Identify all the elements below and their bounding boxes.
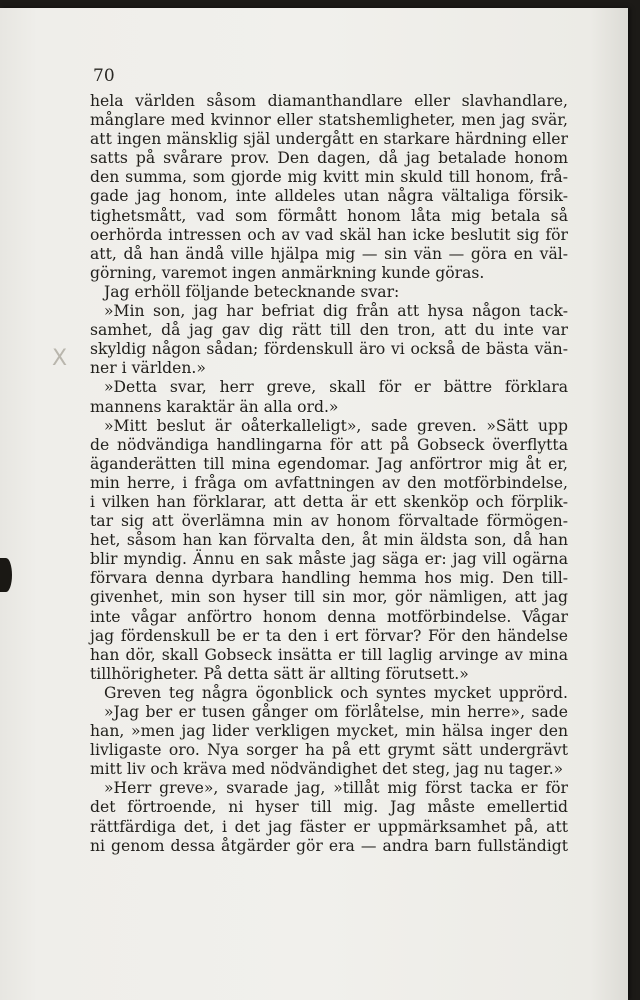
- text-line: min herre, i fråga om avfattningen av den motförbindelse,: [90, 473, 568, 492]
- text-line: i vilken han förklarar, att detta är ett skenköp och förplik-: [90, 492, 568, 511]
- text-line: inte vågar anförtro honom denna motförbindelse. Vågar: [90, 607, 568, 626]
- text-line: tar sig att överlämna min av honom förvaltade förmögen-: [90, 512, 568, 531]
- text-line: Greven teg några ögonblick och syntes mycket upprörd.: [104, 683, 568, 702]
- text-line: görning, varemot ingen anmärkning kunde göras.: [90, 263, 485, 282]
- text-line: »Herr greve», svarade jag, »tillåt mig först tacka er för: [104, 779, 568, 798]
- text-line: den summa, som gjorde mig kvitt min skuld till honom, frå-: [90, 168, 568, 187]
- text-line: tillhörigheter. På detta sätt är allting förutsett.»: [90, 664, 469, 683]
- text-line: »Jag ber er tusen gånger om förlåtelse, min herre», sade: [104, 703, 568, 721]
- text-line: ner i världen.»: [90, 359, 206, 378]
- text-line: »Min son, jag har befriat dig från att hysa någon tack-: [104, 302, 568, 321]
- text-line: förvara denna dyrbara handling hemma hos mig. Den till-: [90, 569, 568, 588]
- text-line: jag fördenskull be er ta den i ert förvar? För den händelse: [90, 626, 568, 645]
- text-line: het, såsom han kan förvalta den, åt min äldsta son, då han: [90, 531, 568, 550]
- text-line: han dör, skall Gobseck insätta er till laglig arvinge av mina: [90, 645, 568, 664]
- text-line: blir myndig. Ännu en sak måste jag säga er: jag vill ogärna: [90, 550, 568, 569]
- pencil-margin-mark: X: [52, 346, 68, 371]
- text-line: han, »men jag lider verkligen mycket, min hälsa inger den: [90, 722, 568, 741]
- book-page: [0, 8, 628, 1000]
- text-line: att ingen mänsklig själ undergått en starkare härdning eller: [90, 130, 568, 149]
- text-line: att, då han ändå ville hjälpa mig — sin vän — göra en väl-: [90, 244, 568, 263]
- body-text: [90, 92, 568, 856]
- text-line: mannens karaktär än alla ord.»: [90, 397, 339, 416]
- text-line: hela världen såsom diamanthandlare eller slavhandlare,: [90, 92, 568, 110]
- text-line: det förtroende, ni hyser till mig. Jag måste emellertid: [90, 798, 568, 817]
- text-line: äganderätten till mina egendomar. Jag anförtror mig åt er,: [90, 454, 568, 473]
- text-line: samhet, då jag gav dig rätt till den tron, att du inte var: [90, 321, 568, 340]
- text-line: skyldig någon sådan; fördenskull äro vi också de bästa vän-: [90, 340, 568, 359]
- text-line: ni genom dessa åtgärder gör era — andra barn fullständigt: [90, 836, 568, 855]
- text-line: gade jag honom, inte alldeles utan några vältaliga försik-: [90, 187, 568, 206]
- page-number: 70: [93, 66, 115, 86]
- text-line: månglare med kvinnor eller statshemligheter, men jag svär,: [90, 111, 568, 130]
- text-line: de nödvändiga handlingarna för att på Gobseck överflytta: [90, 435, 568, 454]
- text-line: Jag erhöll följande betecknande svar:: [104, 282, 400, 301]
- text-line: livligaste oro. Nya sorger ha på ett grymt sätt undergrävt: [90, 741, 568, 760]
- ink-blot-mark: [0, 558, 12, 592]
- text-line: mitt liv och kräva med nödvändighet det steg, jag nu tager.»: [90, 760, 564, 779]
- text-line: »Detta svar, herr greve, skall för er bättre förklara: [104, 378, 568, 397]
- text-line: rättfärdiga det, i det jag fäster er uppmärksamhet på, att: [90, 817, 568, 836]
- text-line: tighetsmått, vad som förmått honom låta mig betala så: [90, 206, 568, 225]
- text-line: »Mitt beslut är oåterkalleligt», sade greven. »Sätt upp: [104, 416, 568, 435]
- text-line: satts på svårare prov. Den dagen, då jag betalade honom: [90, 149, 568, 168]
- text-line: givenhet, min son hyser till sin mor, gör nämligen, att jag: [90, 588, 568, 607]
- text-line: oerhörda intressen och av vad skäl han icke beslutit sig för: [90, 225, 568, 244]
